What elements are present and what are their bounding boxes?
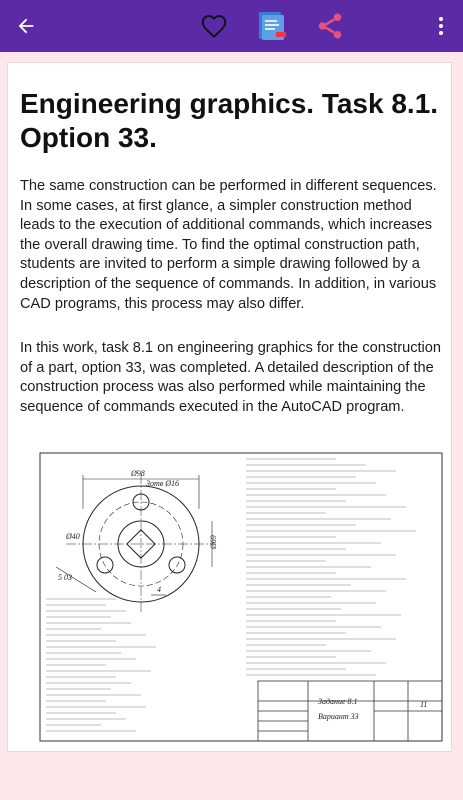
dim-left: Ø40 bbox=[66, 532, 80, 541]
content-area bbox=[0, 52, 463, 800]
share-icon bbox=[315, 11, 345, 41]
arrow-left-icon bbox=[15, 15, 37, 37]
dim-right: Ø69 bbox=[209, 535, 218, 549]
favorite-button[interactable] bbox=[196, 10, 232, 42]
stamp-variant: Вариант 33 bbox=[318, 712, 359, 721]
more-vertical-icon bbox=[438, 16, 444, 36]
article-card bbox=[7, 62, 452, 752]
article-paragraph-1: The same construction can be performed in different sequences. In some cases, at first glance, a simpler construction method leads to the execution of additional commands, which increases the overall drawing time. To find the optimal construction path, students are invited to perform a simple drawing followed by a description of the sequence of commands. In addition, in various CAD programs, this process may also differ. bbox=[20, 178, 437, 312]
dim-small: 4 bbox=[157, 585, 161, 594]
app-toolbar bbox=[0, 0, 463, 52]
stamp-sheet: 11 bbox=[420, 700, 428, 709]
share-button[interactable] bbox=[312, 10, 348, 42]
article-paragraph-2: In this work, task 8.1 on engineering graphics for the construction of a part, option 33, was completed. A detailed description of the construction process was also performed while maintaining the sequence of commands executed in the AutoCAD program. bbox=[20, 340, 442, 415]
stamp-title: Задание 8.1 bbox=[318, 697, 358, 706]
article-title: Engineering graphics. Task 8.1. Option 33. bbox=[20, 88, 439, 153]
technical-drawing-image bbox=[36, 449, 446, 749]
document-button[interactable] bbox=[254, 10, 290, 42]
dim-chamfer: 5 03 bbox=[58, 573, 72, 582]
heart-outline-icon bbox=[199, 11, 229, 41]
dim-holes: 3отв Ø16 bbox=[146, 479, 180, 488]
back-button[interactable] bbox=[8, 10, 44, 42]
dim-diameter: Ø98 bbox=[131, 469, 145, 478]
more-menu-button[interactable] bbox=[426, 10, 456, 42]
document-icon bbox=[256, 10, 288, 42]
